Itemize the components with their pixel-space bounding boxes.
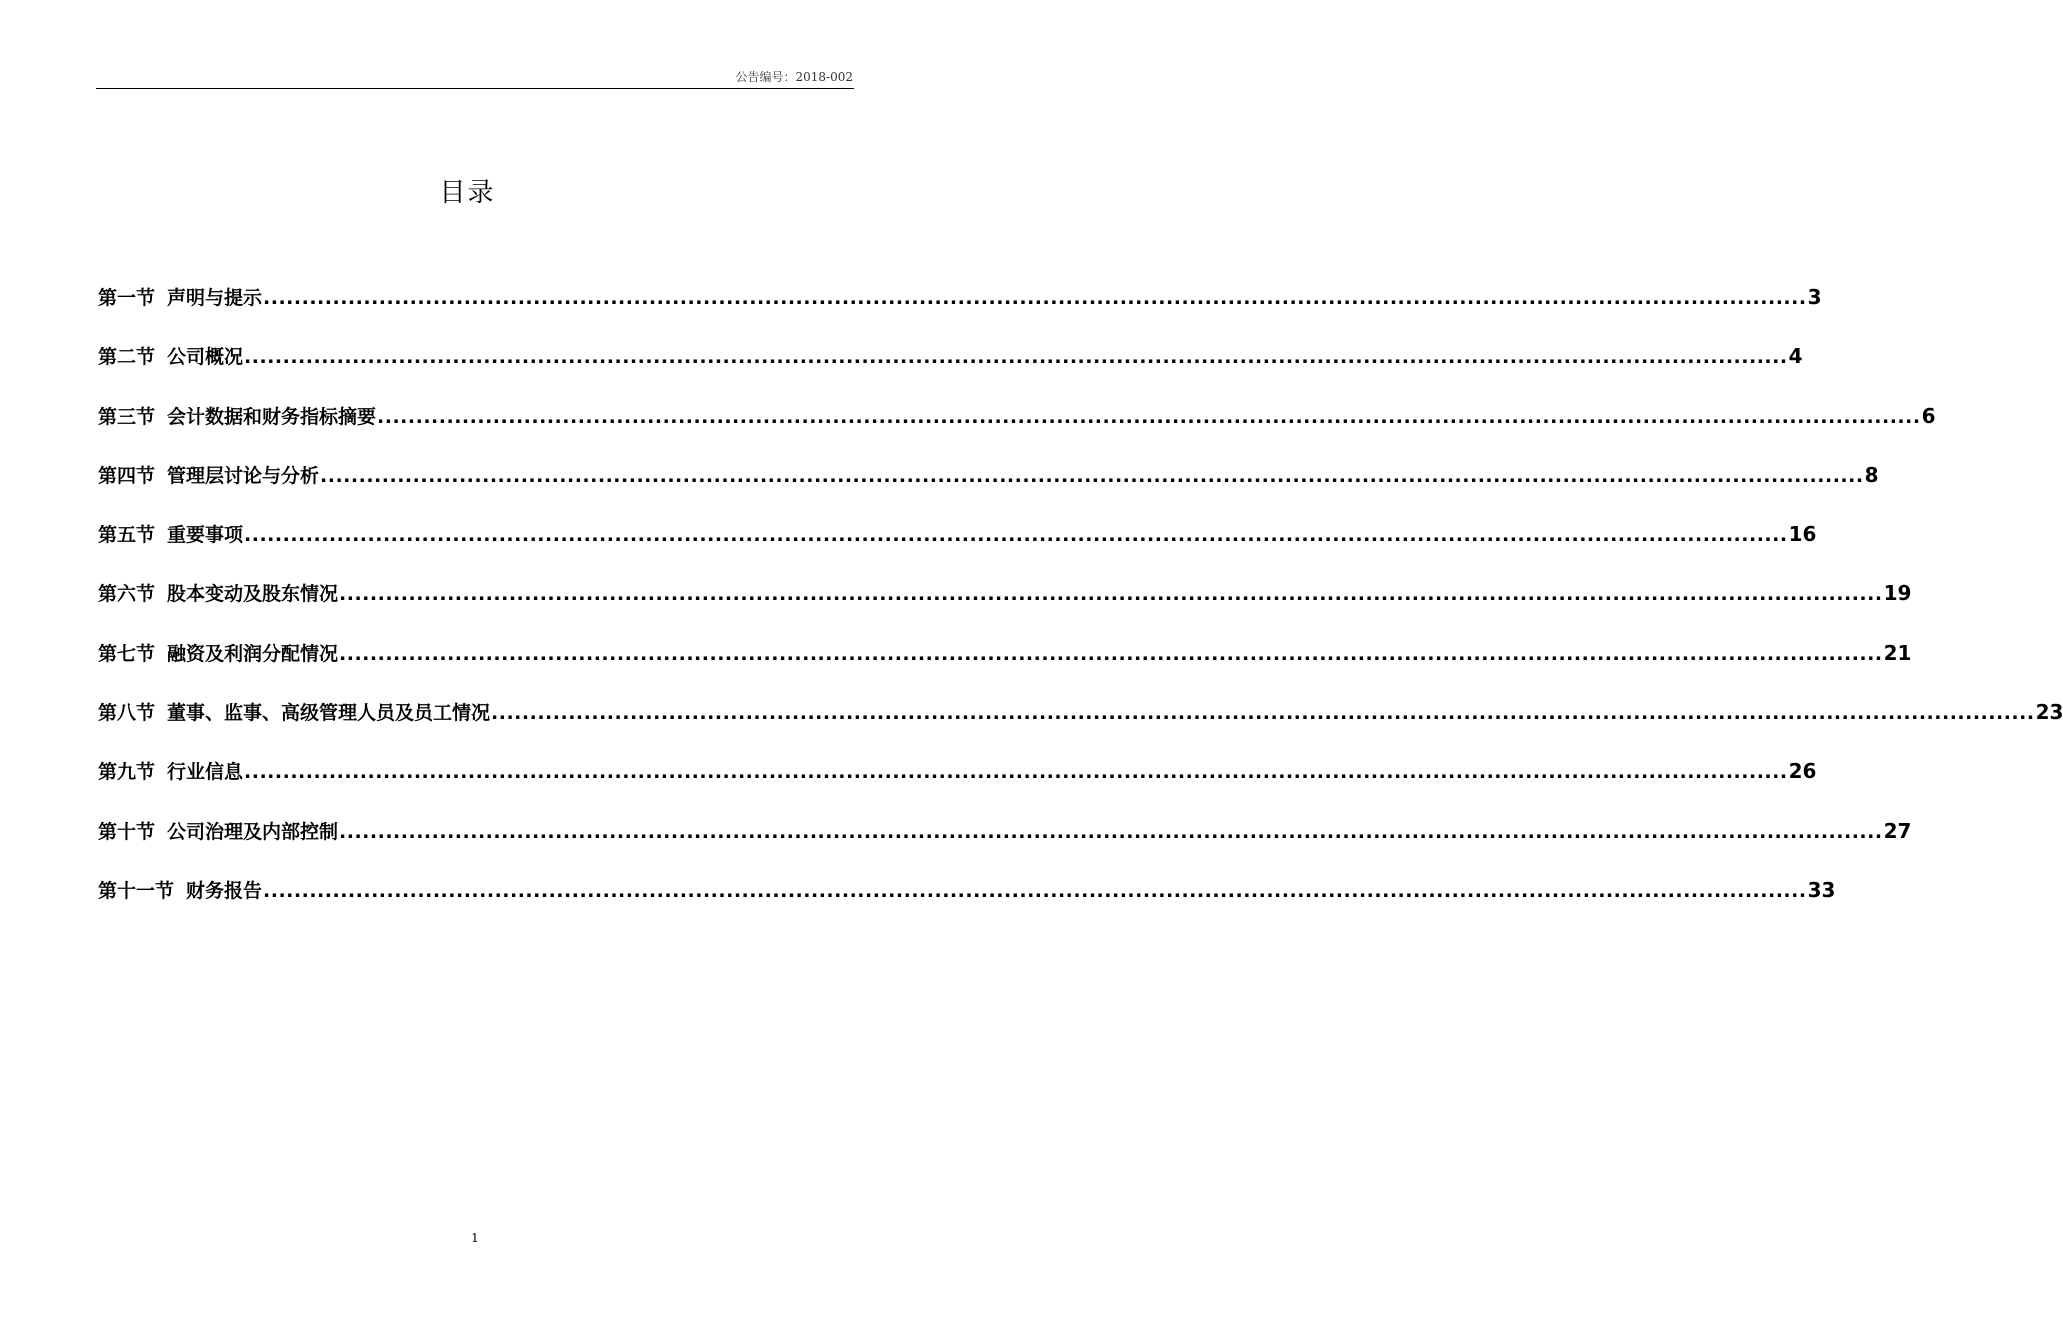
- toc-page-number: 19: [1883, 581, 1912, 606]
- page-title: 目录: [439, 178, 496, 208]
- toc-page-number: 33: [1807, 877, 1836, 902]
- toc-page-number: 21: [1883, 640, 1912, 665]
- toc-dot-leader: ........................................................................................................................................................................................................: [377, 405, 1921, 428]
- page-number: 1: [471, 1231, 479, 1245]
- toc-page-number: 16: [1788, 522, 1817, 547]
- toc-section-title: 财务报告: [186, 879, 263, 902]
- toc-entry[interactable]: [98, 461, 1879, 520]
- toc-entry[interactable]: [98, 402, 1936, 461]
- toc-dot-leader: ........................................................................................................................................................................................................: [320, 464, 1864, 487]
- toc-page-number: 3: [1807, 285, 1822, 309]
- table-of-contents: [98, 283, 2063, 935]
- toc-entry[interactable]: [98, 283, 1822, 342]
- toc-dot-leader: ........................................................................................................................................................................................................: [244, 761, 1788, 784]
- toc-dot-leader: ........................................................................................................................................................................................................: [263, 879, 1807, 902]
- toc-page-number: 26: [1788, 759, 1817, 784]
- toc-page-number: 23: [2035, 700, 2063, 725]
- toc-section-number: 第八节: [98, 702, 156, 725]
- toc-section-title: 声明与提示: [167, 287, 263, 309]
- toc-section-title: 融资及利润分配情况: [167, 642, 339, 665]
- toc-section-number: 第四节: [98, 464, 156, 487]
- toc-section-title: 董事、监事、高级管理人员及员工情况: [167, 702, 491, 725]
- toc-section-title: 公司概况: [167, 346, 244, 369]
- toc-dot-leader: ........................................................................................................................................................................................................: [244, 346, 1788, 369]
- toc-page-number: 8: [1864, 462, 1879, 487]
- toc-section-number: 第三节: [98, 405, 156, 428]
- toc-dot-leader: ........................................................................................................................................................................................................: [339, 820, 1883, 843]
- toc-dot-leader: ........................................................................................................................................................................................................: [339, 642, 1883, 665]
- toc-dot-leader: ........................................................................................................................................................................................................: [491, 702, 2035, 725]
- toc-section-number: 第五节: [98, 524, 156, 547]
- toc-section-title: 公司治理及内部控制: [167, 820, 339, 843]
- toc-entry[interactable]: [98, 698, 2063, 757]
- toc-entry[interactable]: [98, 817, 1912, 876]
- toc-dot-leader: ........................................................................................................................................................................................................: [244, 524, 1788, 547]
- toc-entry[interactable]: [98, 876, 1836, 935]
- toc-section-number: 第十节: [98, 820, 156, 843]
- toc-section-number: 第九节: [98, 761, 156, 784]
- toc-section-number: 第十一节: [98, 879, 175, 902]
- header-divider: [96, 88, 854, 89]
- toc-section-number: 第一节: [98, 287, 156, 309]
- toc-page-number: 4: [1788, 344, 1803, 369]
- toc-section-title: 行业信息: [167, 761, 244, 784]
- toc-entry[interactable]: [98, 579, 1912, 638]
- toc-section-title: 重要事项: [167, 524, 244, 547]
- announcement-number: 公告编号：2018-002: [735, 70, 853, 84]
- toc-section-title: 管理层讨论与分析: [167, 464, 320, 487]
- toc-entry[interactable]: [98, 520, 1817, 579]
- toc-section-number: 第六节: [98, 583, 156, 606]
- toc-dot-leader: ........................................................................................................................................................................................................: [263, 287, 1807, 309]
- toc-page-number: 27: [1883, 818, 1912, 843]
- toc-section-title: 会计数据和财务指标摘要: [167, 405, 377, 428]
- toc-section-title: 股本变动及股东情况: [167, 583, 339, 606]
- toc-entry[interactable]: [98, 757, 1817, 816]
- toc-page-number: 6: [1921, 403, 1936, 428]
- toc-dot-leader: ........................................................................................................................................................................................................: [339, 583, 1883, 606]
- toc-section-number: 第七节: [98, 642, 156, 665]
- toc-section-number: 第二节: [98, 346, 156, 369]
- toc-entry[interactable]: [98, 342, 1803, 401]
- toc-entry[interactable]: [98, 639, 1912, 698]
